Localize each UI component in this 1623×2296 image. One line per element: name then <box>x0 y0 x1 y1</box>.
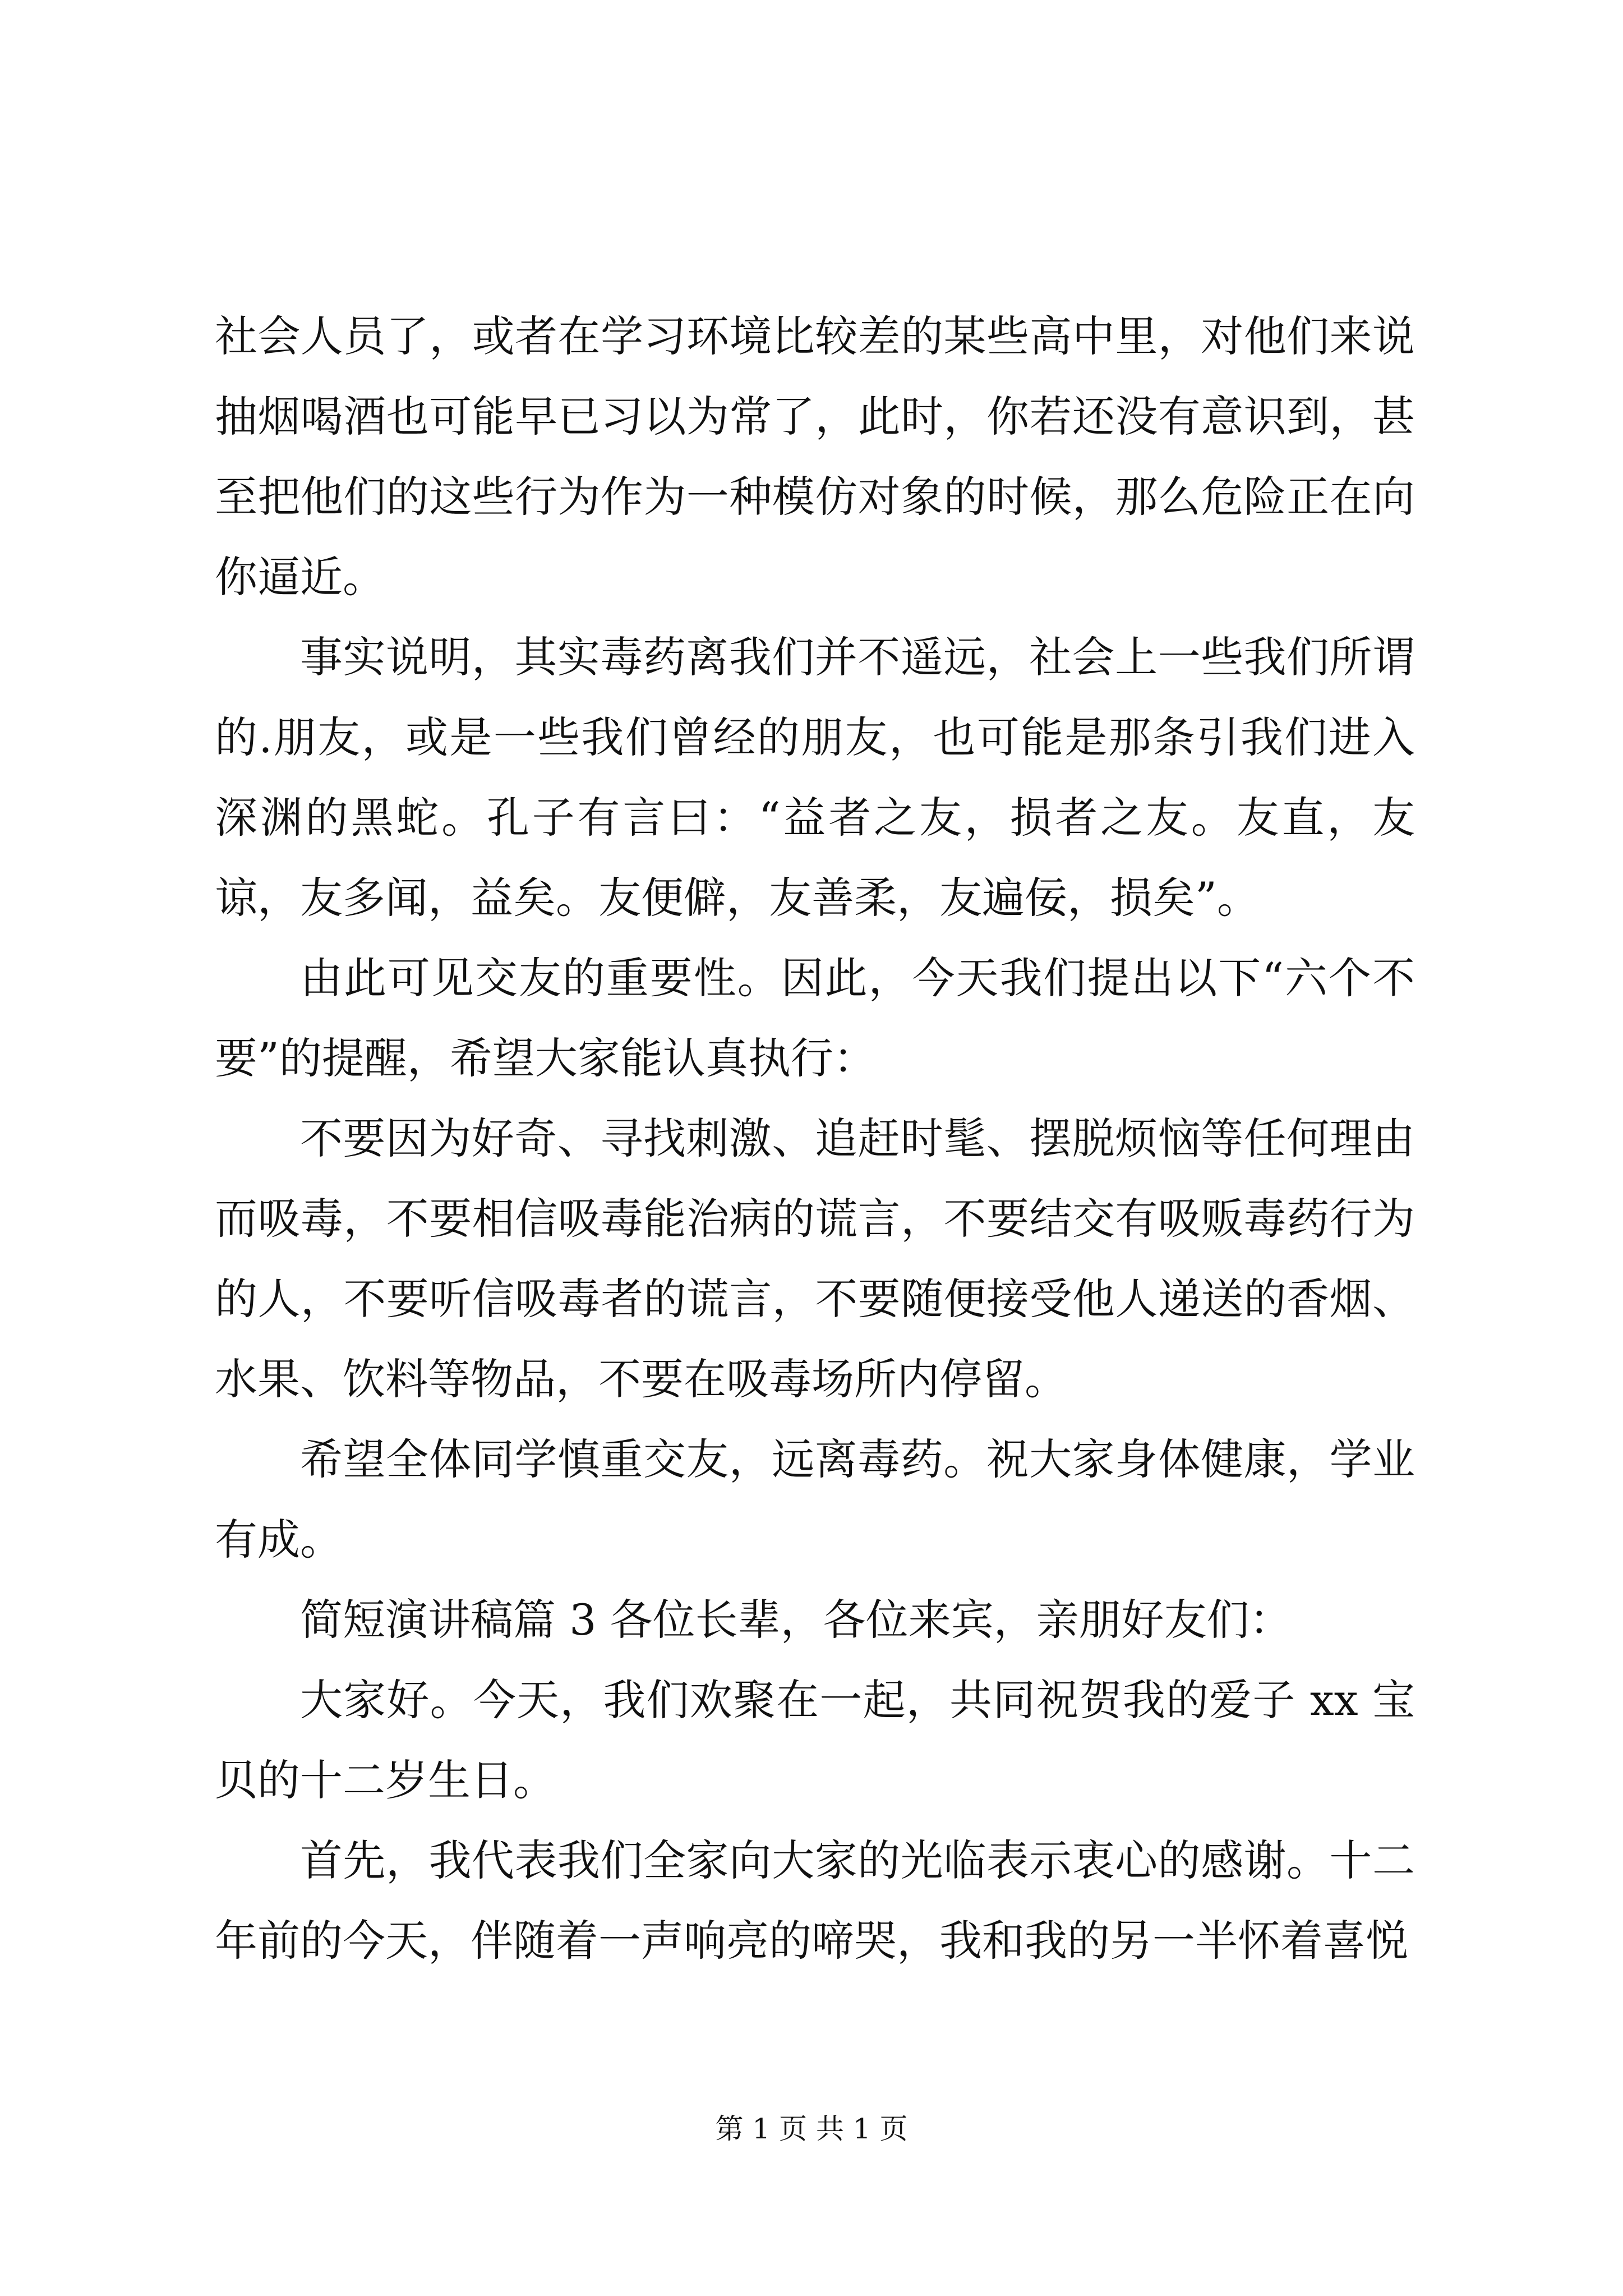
paragraph-6: 简短演讲稿篇 3 各位长辈，各位来宾，亲朋好友们： <box>300 1595 1292 1645</box>
paragraph-5: 希望全体同学慎重交友，远离毒药。祝大家身体健康，学业有成。 <box>215 1434 1415 1565</box>
document-body <box>215 296 1415 1981</box>
paragraph-3: 由此可见交友的重要性。因此，今天我们提出以下“六个不要”的提醒，希望大家能认真执行： <box>215 953 1415 1083</box>
paragraph-2: 事实说明，其实毒药离我们并不遥远，社会上一些我们所谓的.朋友，或是一些我们曾经的朋友，也可能是那条引我们进入深渊的黑蛇。孔子有言曰：“益者之友，损者之友。友直，友谅，友多闻，益矣。友便僻，友善柔，友遍佞，损矣”。 <box>215 632 1415 923</box>
paragraph-1: 社会人员了，或者在学习环境比较差的某些高中里，对他们来说抽烟喝酒也可能早已习以为常了，此时，你若还没有意识到，甚至把他们的这些行为作为一种模仿对象的时候，那么危险正在向你逼近。 <box>215 311 1415 602</box>
paragraph-8: 首先，我代表我们全家向大家的光临表示衷心的感谢。十二年前的今天，伴随着一声响亮的啼哭，我和我的另一半怀着喜悦 <box>215 1835 1415 1966</box>
paragraph-4: 不要因为好奇、寻找刺激、追赶时髦、摆脱烦恼等任何理由而吸毒，不要相信吸毒能治病的谎言，不要结交有吸贩毒药行为的人，不要听信吸毒者的谎言，不要随便接受他人递送的香烟、水果、饮料等物品，不要在吸毒场所内停留。 <box>215 1114 1415 1404</box>
paragraph-7: 大家好。今天，我们欢聚在一起，共同祝贺我的爱子 xx 宝贝的十二岁生日。 <box>215 1675 1415 1805</box>
page-number-footer: 第 1 页 共 1 页 <box>715 2113 908 2145</box>
